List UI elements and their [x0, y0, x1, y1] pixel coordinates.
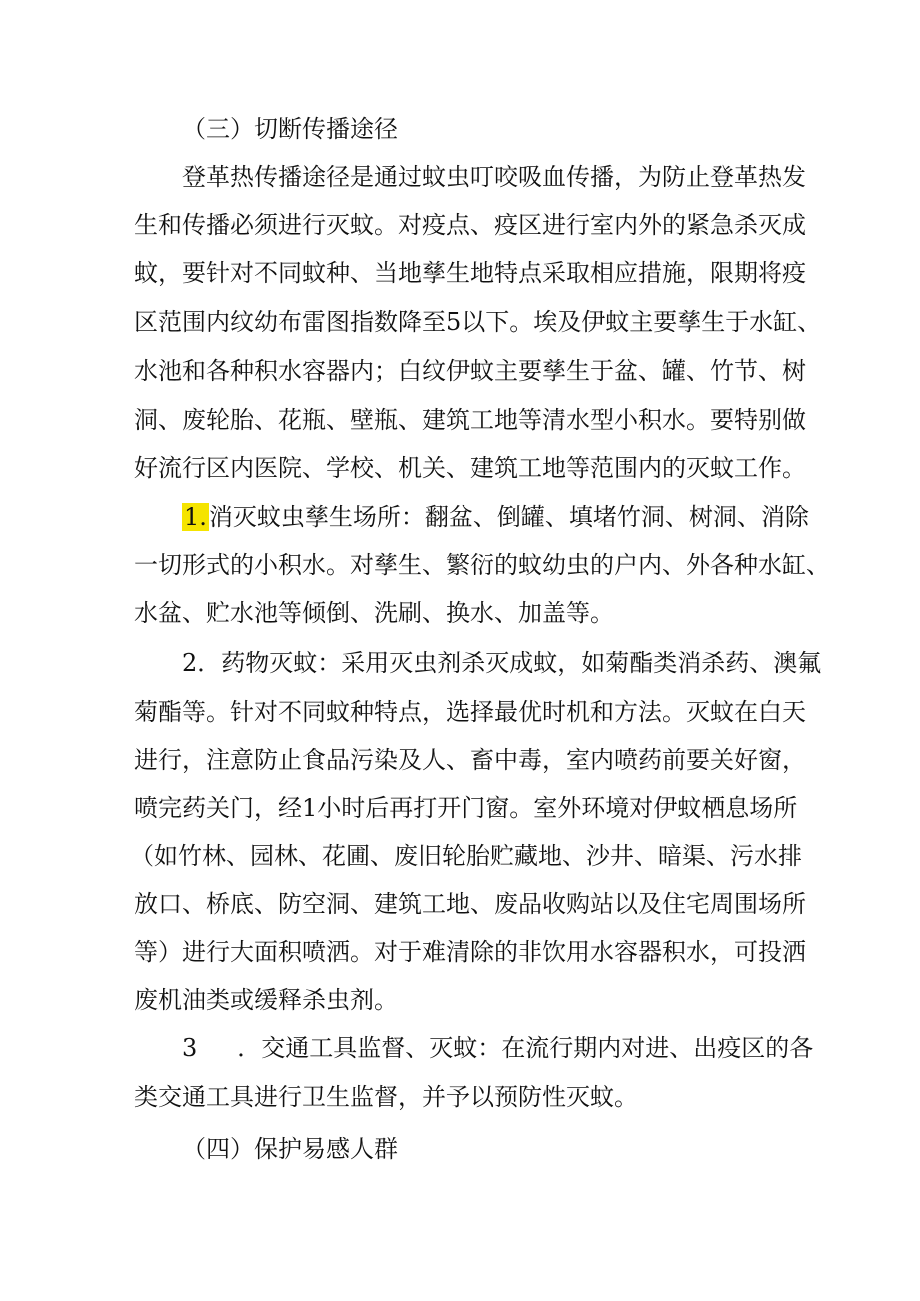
- paragraph-line: 等）进行大面积喷洒。对于难清除的非饮用水容器积水，可投洒: [134, 938, 806, 966]
- item-1-number-highlight: 1.: [184, 503, 207, 531]
- paragraph-line: 2．药物灭蚊：采用灭虫剂杀灭成蚊，如菊酯类消杀药、澳氟: [182, 649, 822, 677]
- paragraph-line: 水池和各种积水容器内；白纹伊蚊主要孳生于盆、罐、竹节、树: [134, 357, 806, 385]
- paragraph-line: 水盆、贮水池等倾倒、洗刷、换水、加盖等。: [134, 599, 614, 627]
- item-3-first-line: [182, 1033, 813, 1063]
- paragraph-line: 登革热传播途径是通过蚊虫叮咬吸血传播，为防止登革热发: [182, 163, 806, 191]
- paragraph-line: 进行，注意防止食品污染及人、畜中毒，室内喷药前要关好窗，: [134, 746, 806, 774]
- item-1-text: 消灭蚊虫孳生场所：翻盆、倒罐、填堵竹洞、树洞、消除: [208, 503, 809, 531]
- paragraph-line: 喷完药关门，经1小时后再打开门窗。室外环境对伊蚊栖息场所: [134, 794, 798, 822]
- section-4-heading: （四）保护易感人群: [182, 1135, 398, 1163]
- paragraph-line: 生和传播必须进行灭蚊。对疫点、疫区进行室内外的紧急杀灭成: [134, 211, 806, 239]
- paragraph-line: 废机油类或缓释杀虫剂。: [134, 986, 398, 1014]
- paragraph-line: 一切形式的小积水。对孳生、繁衍的蚊幼虫的户内、外各种水缸、: [134, 551, 830, 579]
- paragraph-line: 菊酯等。针对不同蚊种特点，选择最优时机和方法。灭蚊在白天: [134, 698, 806, 726]
- paragraph-line: 区范围内纹幼布雷图指数降至5以下。埃及伊蚊主要孳生于水缸、: [134, 308, 822, 336]
- paragraph-line: 蚊，要针对不同蚊种、当地孳生地特点采取相应措施，限期将疫: [134, 259, 806, 287]
- item-1-first-line: [182, 502, 809, 532]
- paragraph-line: 好流行区内医院、学校、机关、建筑工地等范围内的灭蚊工作。: [134, 454, 806, 482]
- item-3-text: ．交通工具监督、灭蚊：在流行期内对进、出疫区的各: [237, 1034, 814, 1062]
- paragraph-line: 洞、废轮胎、花瓶、壁瓶、建筑工地等清水型小积水。要特别做: [134, 406, 806, 434]
- section-3-heading: （三）切断传播途径: [182, 115, 398, 143]
- paragraph-line: （如竹林、园林、花圃、废旧轮胎贮藏地、沙井、暗渠、污水排: [130, 842, 802, 870]
- paragraph-line: 放口、桥底、防空洞、建筑工地、废品收购站以及住宅周围场所: [134, 890, 806, 918]
- paragraph-line: 类交通工具进行卫生监督，并予以预防性灭蚊。: [134, 1083, 638, 1111]
- item-3-number: 3: [182, 1034, 198, 1062]
